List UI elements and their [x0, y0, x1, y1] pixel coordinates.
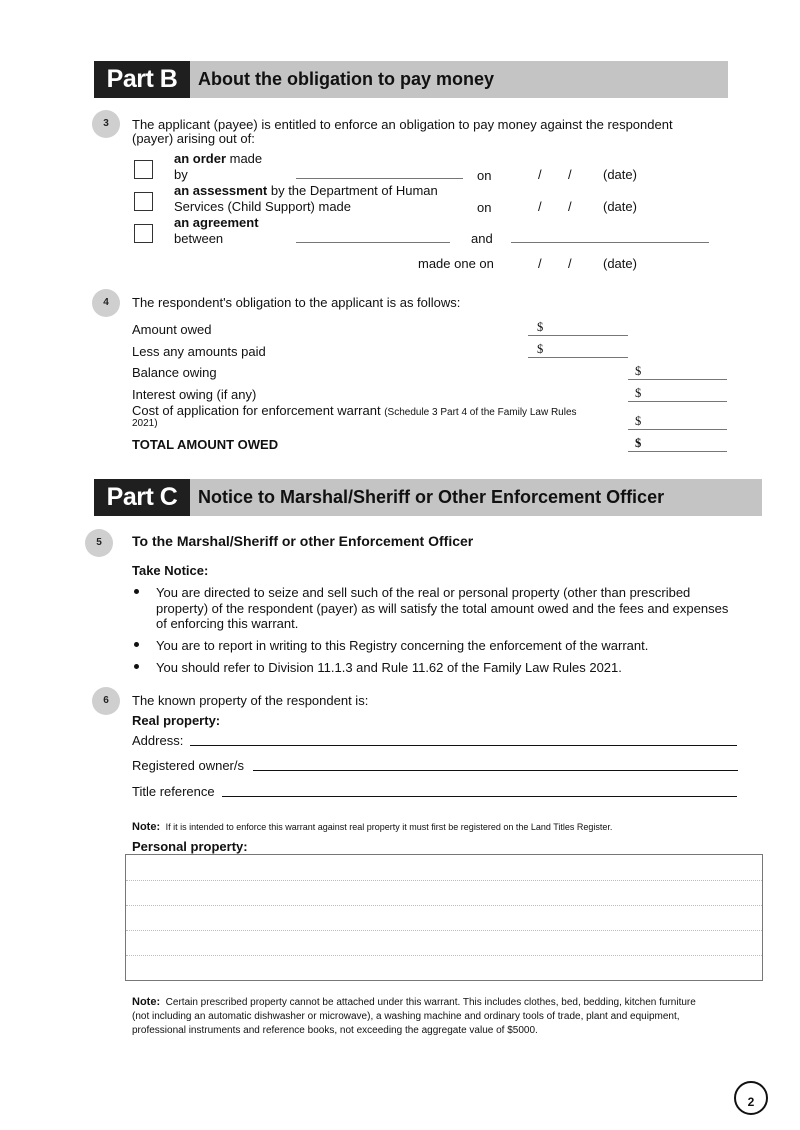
agreement-date-slash-1: /	[538, 256, 542, 271]
total-amount-dollar: $	[635, 436, 642, 450]
order-checkbox[interactable]	[134, 160, 153, 179]
notice-bullet-1-line1: You are directed to seize and sell such of the real or personal property (other than prescribed	[156, 585, 691, 600]
page-number: 2	[734, 1081, 768, 1115]
agreement-checkbox[interactable]	[134, 224, 153, 243]
address-label: Address:	[132, 733, 184, 748]
question-6-number: 6	[92, 687, 120, 715]
question-4-number: 4	[92, 289, 120, 317]
question-5-number: 5	[85, 529, 113, 557]
interest-owing-label: Interest owing (if any)	[132, 387, 257, 402]
total-amount-label: TOTAL AMOUNT OWED	[132, 437, 279, 452]
title-reference-label: Title reference	[132, 784, 215, 799]
personal-property-box[interactable]	[125, 854, 763, 981]
agreement-party2-field[interactable]	[511, 242, 709, 243]
agreement-party1-field[interactable]	[296, 242, 450, 243]
real-property-label: Real property:	[132, 713, 221, 728]
q3-intro-line2: (payer) arising out of:	[132, 131, 255, 146]
order-on-label: on	[477, 168, 492, 183]
bottom-note-line1: Note: Certain prescribed property cannot be attached under this warrant. This includes clothes, bed, bedding, kitchen furniture	[132, 996, 696, 1008]
order-date-label: (date)	[603, 167, 637, 182]
bullet-2	[134, 642, 139, 647]
assessment-date-slash-2: /	[568, 199, 572, 214]
title-reference-field[interactable]	[222, 796, 737, 797]
personal-property-line-2	[126, 905, 762, 906]
assessment-on-label: on	[477, 200, 492, 215]
amount-owed-dollar: $	[537, 320, 544, 334]
balance-owing-label: Balance owing	[132, 365, 217, 380]
made-one-on-label: made one on	[418, 256, 494, 271]
less-paid-label: Less any amounts paid	[132, 344, 266, 359]
agreement-between-label: between	[174, 231, 224, 246]
agreement-label: an agreement	[174, 215, 259, 230]
agreement-and-label: and	[471, 231, 493, 246]
cost-application-dollar: $	[635, 414, 642, 428]
amount-owed-label: Amount owed	[132, 322, 212, 337]
take-notice-label: Take Notice:	[132, 563, 209, 578]
q5-heading: To the Marshal/Sheriff or other Enforcement Officer	[132, 533, 474, 549]
assessment-date-slash-1: /	[538, 199, 542, 214]
bottom-note-line2: (not including an automatic dishwasher or microwave), a washing machine and ordinary tools of trade, plant and equipment,	[132, 1011, 680, 1022]
part-c-header	[94, 479, 762, 516]
part-b-header	[94, 61, 728, 98]
assessment-label-line2: Services (Child Support) made	[174, 199, 352, 214]
q3-intro-line1: The applicant (payee) is entitled to enforce an obligation to pay money against the respondent	[132, 117, 673, 132]
part-c-tag: Part C	[94, 479, 190, 516]
agreement-date-label: (date)	[603, 256, 637, 271]
cost-application-label: Cost of application for enforcement warrant (Schedule 3 Part 4 of the Family Law Rules	[132, 403, 577, 418]
order-date-slash-2: /	[568, 167, 572, 182]
registered-owner-label: Registered owner/s	[132, 758, 244, 773]
q6-intro: The known property of the respondent is:	[132, 693, 369, 708]
bottom-note-line3: professional instruments and reference books, not exceeding the aggregate value of $5000.	[132, 1025, 538, 1036]
assessment-label: an assessment by the Department of Human	[174, 183, 438, 198]
cost-application-field[interactable]	[628, 429, 727, 430]
assessment-checkbox[interactable]	[134, 192, 153, 211]
order-date-slash-1: /	[538, 167, 542, 182]
interest-owing-dollar: $	[635, 386, 642, 400]
notice-bullet-3: You should refer to Division 11.1.3 and Rule 11.62 of the Family Law Rules 2021.	[156, 660, 622, 675]
order-by-field[interactable]	[296, 178, 463, 179]
personal-property-line-4	[126, 955, 762, 956]
balance-owing-dollar: $	[635, 364, 642, 378]
order-by-label: by	[174, 167, 188, 182]
personal-property-line-3	[126, 930, 762, 931]
part-b-tag: Part B	[94, 61, 190, 98]
order-label: an order made	[174, 151, 263, 166]
cost-application-ref-line2: 2021)	[132, 418, 158, 429]
bullet-1	[134, 589, 139, 594]
notice-bullet-1-line2: property) of the respondent (payer) as will satisfy the total amount owed and the fees and expenses	[156, 601, 729, 616]
part-c-title: Notice to Marshal/Sheriff or Other Enforcement Officer	[198, 487, 665, 507]
notice-bullet-2: You are to report in writing to this Registry concerning the enforcement of the warrant.	[156, 638, 649, 653]
registered-owner-field[interactable]	[253, 770, 738, 771]
less-paid-dollar: $	[537, 342, 544, 356]
personal-property-line-1	[126, 880, 762, 881]
part-b-title: About the obligation to pay money	[198, 69, 494, 89]
total-amount-field[interactable]	[628, 451, 727, 452]
assessment-date-label: (date)	[603, 199, 637, 214]
agreement-date-slash-2: /	[568, 256, 572, 271]
balance-owing-field[interactable]	[628, 379, 727, 380]
interest-owing-field[interactable]	[628, 401, 727, 402]
personal-property-label: Personal property:	[132, 839, 248, 854]
question-3-number: 3	[92, 110, 120, 138]
real-property-note: Note: If it is intended to enforce this warrant against real property it must first be registered on the Land Titles Register.	[132, 821, 613, 833]
address-field[interactable]	[190, 745, 737, 746]
bullet-3	[134, 664, 139, 669]
amount-owed-field[interactable]	[528, 335, 628, 336]
notice-bullet-1-line3: of enforcing this warrant.	[156, 616, 299, 631]
less-paid-field[interactable]	[528, 357, 628, 358]
q4-intro: The respondent's obligation to the applicant is as follows:	[132, 295, 461, 310]
